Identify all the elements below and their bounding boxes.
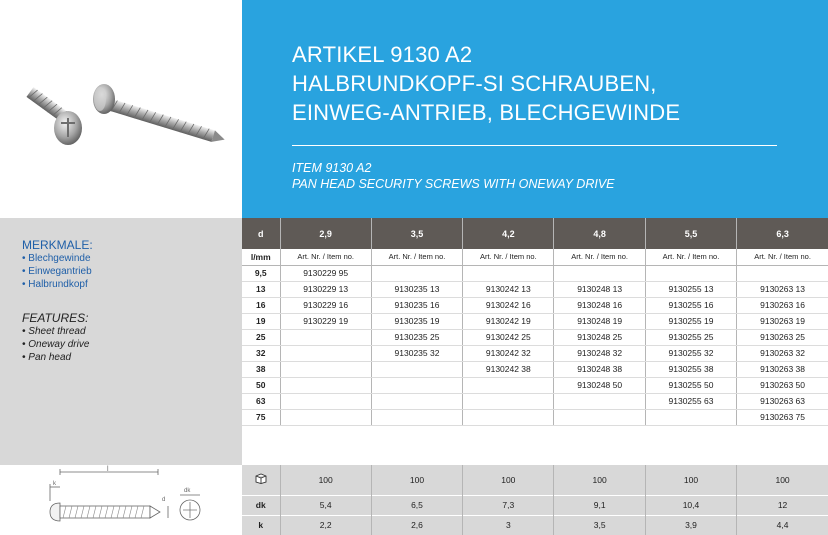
product-header bbox=[242, 0, 828, 218]
subtitle-line-1: ITEM 9130 A2 bbox=[292, 161, 372, 175]
article-number: 9130263 63 bbox=[737, 393, 828, 409]
article-number bbox=[280, 377, 371, 393]
article-number: 9130229 19 bbox=[280, 313, 371, 329]
article-number: 9130242 38 bbox=[463, 361, 554, 377]
article-number: 9130235 13 bbox=[371, 281, 462, 297]
product-subtitle bbox=[292, 160, 615, 192]
article-number: 9130263 19 bbox=[737, 313, 828, 329]
article-number bbox=[280, 361, 371, 377]
article-number: 9130255 16 bbox=[645, 297, 736, 313]
article-number: 9130242 16 bbox=[463, 297, 554, 313]
article-number: 9130242 25 bbox=[463, 329, 554, 345]
product-photo bbox=[0, 0, 242, 218]
features-panel bbox=[0, 218, 242, 465]
table-row bbox=[242, 361, 828, 377]
article-number: 9130263 13 bbox=[737, 281, 828, 297]
length-value: 13 bbox=[242, 281, 280, 297]
article-number: 9130248 38 bbox=[554, 361, 645, 377]
article-number: 9130255 13 bbox=[645, 281, 736, 297]
article-number: 9130242 19 bbox=[463, 313, 554, 329]
item-no-header: Art. Nr. / Item no. bbox=[645, 249, 736, 265]
k-value: 2,6 bbox=[371, 515, 462, 535]
dk-value: 10,4 bbox=[645, 495, 736, 515]
article-number: 9130242 32 bbox=[463, 345, 554, 361]
dk-label: dk bbox=[242, 495, 280, 515]
title-line-3: EINWEG-ANTRIEB, BLECHGEWINDE bbox=[292, 100, 681, 125]
table-row bbox=[242, 329, 828, 345]
screw-long-image bbox=[93, 84, 226, 145]
article-number: 9130263 38 bbox=[737, 361, 828, 377]
article-number bbox=[280, 329, 371, 345]
article-number bbox=[645, 265, 736, 281]
article-number bbox=[371, 409, 462, 425]
diameter-header: 6,3 bbox=[737, 218, 828, 249]
article-number: 9130235 19 bbox=[371, 313, 462, 329]
article-number: 9130229 16 bbox=[280, 297, 371, 313]
screw-short-image bbox=[26, 87, 82, 145]
article-number bbox=[371, 393, 462, 409]
article-number bbox=[280, 345, 371, 361]
length-value: 19 bbox=[242, 313, 280, 329]
specs-table bbox=[242, 465, 828, 535]
packaging-row bbox=[242, 465, 828, 495]
k-value: 4,4 bbox=[737, 515, 828, 535]
diameter-header: 4,8 bbox=[554, 218, 645, 249]
product-title bbox=[292, 40, 680, 127]
package-icon bbox=[242, 465, 280, 495]
length-value: 63 bbox=[242, 393, 280, 409]
l-label: l/mm bbox=[242, 249, 280, 265]
features-english-heading: FEATURES: bbox=[22, 311, 89, 325]
feature-item: • Pan head bbox=[22, 351, 89, 364]
table-row bbox=[242, 297, 828, 313]
dk-row bbox=[242, 495, 828, 515]
article-number: 9130235 25 bbox=[371, 329, 462, 345]
length-value: 25 bbox=[242, 329, 280, 345]
pack-quantity: 100 bbox=[371, 465, 462, 495]
length-value: 75 bbox=[242, 409, 280, 425]
feature-item: • Halbrundkopf bbox=[22, 278, 93, 291]
k-value: 2,2 bbox=[280, 515, 371, 535]
diameter-header: 4,2 bbox=[463, 218, 554, 249]
diameter-header: 3,5 bbox=[371, 218, 462, 249]
item-no-header: Art. Nr. / Item no. bbox=[554, 249, 645, 265]
article-number bbox=[371, 361, 462, 377]
k-value: 3,5 bbox=[554, 515, 645, 535]
article-number: 9130255 50 bbox=[645, 377, 736, 393]
article-number: 9130235 32 bbox=[371, 345, 462, 361]
features-german bbox=[22, 238, 93, 291]
table-row bbox=[242, 377, 828, 393]
table-row bbox=[242, 281, 828, 297]
item-no-header: Art. Nr. / Item no. bbox=[280, 249, 371, 265]
article-number bbox=[737, 265, 828, 281]
article-number: 9130263 16 bbox=[737, 297, 828, 313]
article-number: 9130248 19 bbox=[554, 313, 645, 329]
article-number: 9130248 13 bbox=[554, 281, 645, 297]
features-german-heading: MERKMALE: bbox=[22, 238, 93, 252]
article-number bbox=[645, 409, 736, 425]
article-number: 9130255 25 bbox=[645, 329, 736, 345]
k-label: k bbox=[242, 515, 280, 535]
dk-value: 7,3 bbox=[463, 495, 554, 515]
head-diameter-label: dk bbox=[184, 488, 191, 494]
features-english bbox=[22, 311, 89, 364]
length-value: 38 bbox=[242, 361, 280, 377]
k-value: 3,9 bbox=[645, 515, 736, 535]
article-number: 9130235 16 bbox=[371, 297, 462, 313]
k-value: 3 bbox=[463, 515, 554, 535]
pack-quantity: 100 bbox=[463, 465, 554, 495]
table-row bbox=[242, 393, 828, 409]
article-number: 9130263 25 bbox=[737, 329, 828, 345]
article-table bbox=[242, 218, 828, 426]
table-row bbox=[242, 345, 828, 361]
article-number bbox=[463, 409, 554, 425]
subtitle-line-2: PAN HEAD SECURITY SCREWS WITH ONEWAY DRIVE bbox=[292, 177, 615, 191]
article-number: 9130229 95 bbox=[280, 265, 371, 281]
article-number: 9130263 50 bbox=[737, 377, 828, 393]
length-value: 9,5 bbox=[242, 265, 280, 281]
table-row bbox=[242, 409, 828, 425]
diameter-header: 2,9 bbox=[280, 218, 371, 249]
item-no-header: Art. Nr. / Item no. bbox=[463, 249, 554, 265]
article-number: 9130242 13 bbox=[463, 281, 554, 297]
article-number: 9130255 38 bbox=[645, 361, 736, 377]
article-number bbox=[280, 409, 371, 425]
article-number bbox=[371, 265, 462, 281]
length-value: 16 bbox=[242, 297, 280, 313]
article-number: 9130248 25 bbox=[554, 329, 645, 345]
article-number: 9130248 50 bbox=[554, 377, 645, 393]
article-number: 9130229 13 bbox=[280, 281, 371, 297]
article-number bbox=[371, 377, 462, 393]
title-line-1: ARTIKEL 9130 A2 bbox=[292, 42, 473, 67]
article-number bbox=[280, 393, 371, 409]
diameter-header: 5,5 bbox=[645, 218, 736, 249]
article-number: 9130255 19 bbox=[645, 313, 736, 329]
k-row bbox=[242, 515, 828, 535]
technical-drawing bbox=[0, 465, 242, 535]
length-value: 50 bbox=[242, 377, 280, 393]
article-number bbox=[463, 377, 554, 393]
item-no-header: Art. Nr. / Item no. bbox=[737, 249, 828, 265]
item-no-header: Art. Nr. / Item no. bbox=[371, 249, 462, 265]
diameter-label: d bbox=[162, 497, 166, 503]
table-row bbox=[242, 265, 828, 281]
length-label: l bbox=[107, 466, 109, 473]
d-label: d bbox=[242, 218, 280, 249]
length-value: 32 bbox=[242, 345, 280, 361]
article-number: 9130255 63 bbox=[645, 393, 736, 409]
article-number bbox=[463, 265, 554, 281]
pack-quantity: 100 bbox=[737, 465, 828, 495]
article-number: 9130263 32 bbox=[737, 345, 828, 361]
article-number: 9130248 16 bbox=[554, 297, 645, 313]
pack-quantity: 100 bbox=[280, 465, 371, 495]
article-number bbox=[554, 265, 645, 281]
dk-value: 5,4 bbox=[280, 495, 371, 515]
diameter-header-row bbox=[242, 218, 828, 249]
pack-quantity: 100 bbox=[645, 465, 736, 495]
article-number bbox=[554, 409, 645, 425]
article-number bbox=[554, 393, 645, 409]
dk-value: 12 bbox=[737, 495, 828, 515]
header-divider bbox=[292, 145, 777, 146]
pack-quantity: 100 bbox=[554, 465, 645, 495]
article-number: 9130255 32 bbox=[645, 345, 736, 361]
title-line-2: HALBRUNDKOPF-SI SCHRAUBEN, bbox=[292, 71, 657, 96]
table-row bbox=[242, 313, 828, 329]
feature-item: • Blechgewinde bbox=[22, 252, 93, 265]
dk-value: 9,1 bbox=[554, 495, 645, 515]
dk-value: 6,5 bbox=[371, 495, 462, 515]
feature-item: • Einwegantrieb bbox=[22, 265, 93, 278]
feature-item: • Oneway drive bbox=[22, 338, 89, 351]
article-number bbox=[463, 393, 554, 409]
article-number: 9130248 32 bbox=[554, 345, 645, 361]
item-header-row bbox=[242, 249, 828, 265]
article-number: 9130263 75 bbox=[737, 409, 828, 425]
feature-item: • Sheet thread bbox=[22, 325, 89, 338]
head-height-label: k bbox=[53, 481, 56, 487]
